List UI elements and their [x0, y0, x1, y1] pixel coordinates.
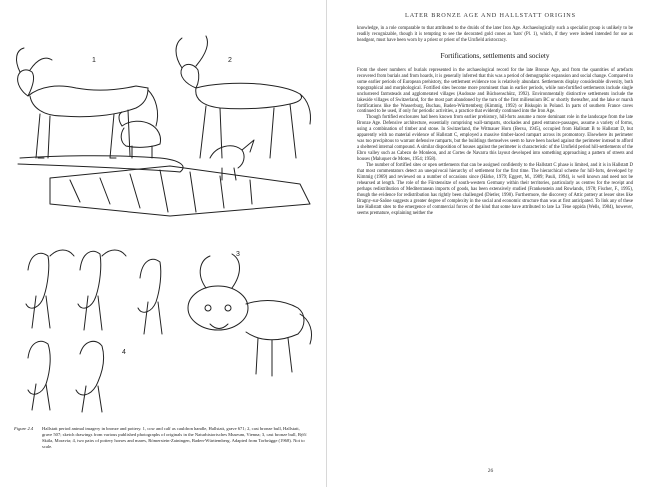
figure-caption-text: Hallstatt period animal imagery in bronze and pottery. 1, cow and calf as cauldron handle, Hallstatt, grave 671; 2, cast bronze bull, Hallstatt, grave 507; sketch drawings from various published photographs of originals in the Naturhistorisches Museum, Vienna; 3, cast bronze bull, Býčí Skála, Moravia; 4, two pairs of pottery horses and mares, Römerstein-Zainingen, Baden-Württemberg. Adapted from Torbrügge (1968). Not to scale. [42, 426, 307, 449]
body-paragraph: The number of fortified sites or open settlements that can be assigned confidently to the Hallstatt C phase is limited, and it is in Hallstatt D that most commentators detect an unequivocal hierarchy of settlement for the first time. The hierarchical scheme for hill-forts, developed by Kimmig (1969) and reviewed on a number of occasions since (Härke, 1979; Eggert, M., 1989; Pauli, 1994), is well known and need not be rehearsed at length. The role of the Fürstensitze of south-western Germany within their territories, particularly as centres for the receipt and perhaps redistribution of Mediterranean imports of goods, has been extensively studied (Frankenstein and Rowlands, 1978; Fischer, F., 1995), though the evidence for redistribution has rightly been challenged (Dietler, 1990). Furthermore, the discovery of Attic pottery at lesser sites like Bragny-sur-Saône suggests a greater degree of complexity in the social and economic structure than was at first anticipated. To link any of these late Hallstatt sites to the emergence of commercial forces of the kind that some have attributed to late La Tène oppida (Wells, 1984), however, seems premature, explaining neither the [357, 163, 633, 216]
figure-number-1: 1 [92, 57, 96, 64]
body-paragraph: From the sheer numbers of burials represented in the archaeological record for the late Bronze Age, and from the quantities of artefacts recovered from burials and from hoards, it is generally inferred that this was a period of demographic expansion and social change. Compared to some earlier periods of European prehistory, the settlement evidence too is relatively abundant. Settlements display considerable diversity, both topographical and morphological. Fortified sites become more prominent than in earlier periods, while non-fortified settlements include single unclustered farmsteads and agglomerated villages (Audouze and Büchsenschütz, 1992). Environmentally distinctive settlements include the lakeside villages of Switzerland, for the most part abandoned by the turn of the first millennium BC or shortly thereafter, and the lake or marsh fortifications like the Wasserburg, Buchau, Baden-Württemberg (Kimmig, 1992) or Biskupin in Poland. In parts of southern France caves continued to be used, if only for periodic activities, a practice that evidently continued into the Iron Age. [357, 67, 633, 115]
figure-caption [14, 426, 314, 450]
body-text [357, 26, 633, 217]
figure-number-3: 3 [236, 251, 240, 258]
figure-illustration [10, 8, 320, 418]
byci-skala-bull-drawing [188, 254, 312, 376]
figure-number-4: 4 [122, 349, 126, 356]
page-number: 26 [487, 468, 494, 474]
body-paragraph: Though fortified enclosures had been known from earlier prehistory, hill-forts assume a more dominant role in the landscape from the late Bronze Age. Defensive architecture, essentially comprising wall-ramparts, stockades and gated entrance-passages, assume a variety of forms, using a combination of timber and stone. In Switzerland, the Wittnauer Horn (Bersu, 1945), occupied from Hallstatt B to Hallstatt D, but apparently with no material evidence of Hallstatt C, employed a massive timber-laced rampart across its promontory. Elsewhere its perimeter was too precipitous to warrant defensive ramparts, but the buildings themselves seem to have been backed against the perimeter instead to afford a sheltered internal compound. A similar disposition of houses against the perimeter is characteristic of the Urnfield period hill-settlements of the Ebro valley such as Cabezo de Monleon, and at Cortes de Navarra this layout developed into something approaching a pattern of streets and houses (Maluquer de Motes, 1954; 1958). [357, 115, 633, 163]
cow-and-calf-drawing [17, 48, 184, 172]
intro-paragraph: knowledge, in a role comparable to that attributed to the druids of the later Iron Age. Archaeologically such a specialist group is unlikely to be readily recognizable, though it is tempting to see the decorated gold cones as 'hats' (Pl. 1), which, if they were indeed intended for use as headgear, must have been worn by a priest or priest of the Urnfield aristocracy. [357, 26, 633, 43]
running-head: LATER BRONZE AGE AND HALLSTATT ORIGINS [405, 12, 576, 19]
section-heading: Fortifications, settlements and society [440, 51, 550, 60]
figure-number-2: 2 [228, 57, 232, 64]
figure-caption-label: Figure 2.4 [14, 426, 34, 431]
pottery-horses-drawing [26, 250, 162, 412]
page-gutter [326, 0, 327, 487]
bronze-bull-drawing [176, 36, 311, 158]
